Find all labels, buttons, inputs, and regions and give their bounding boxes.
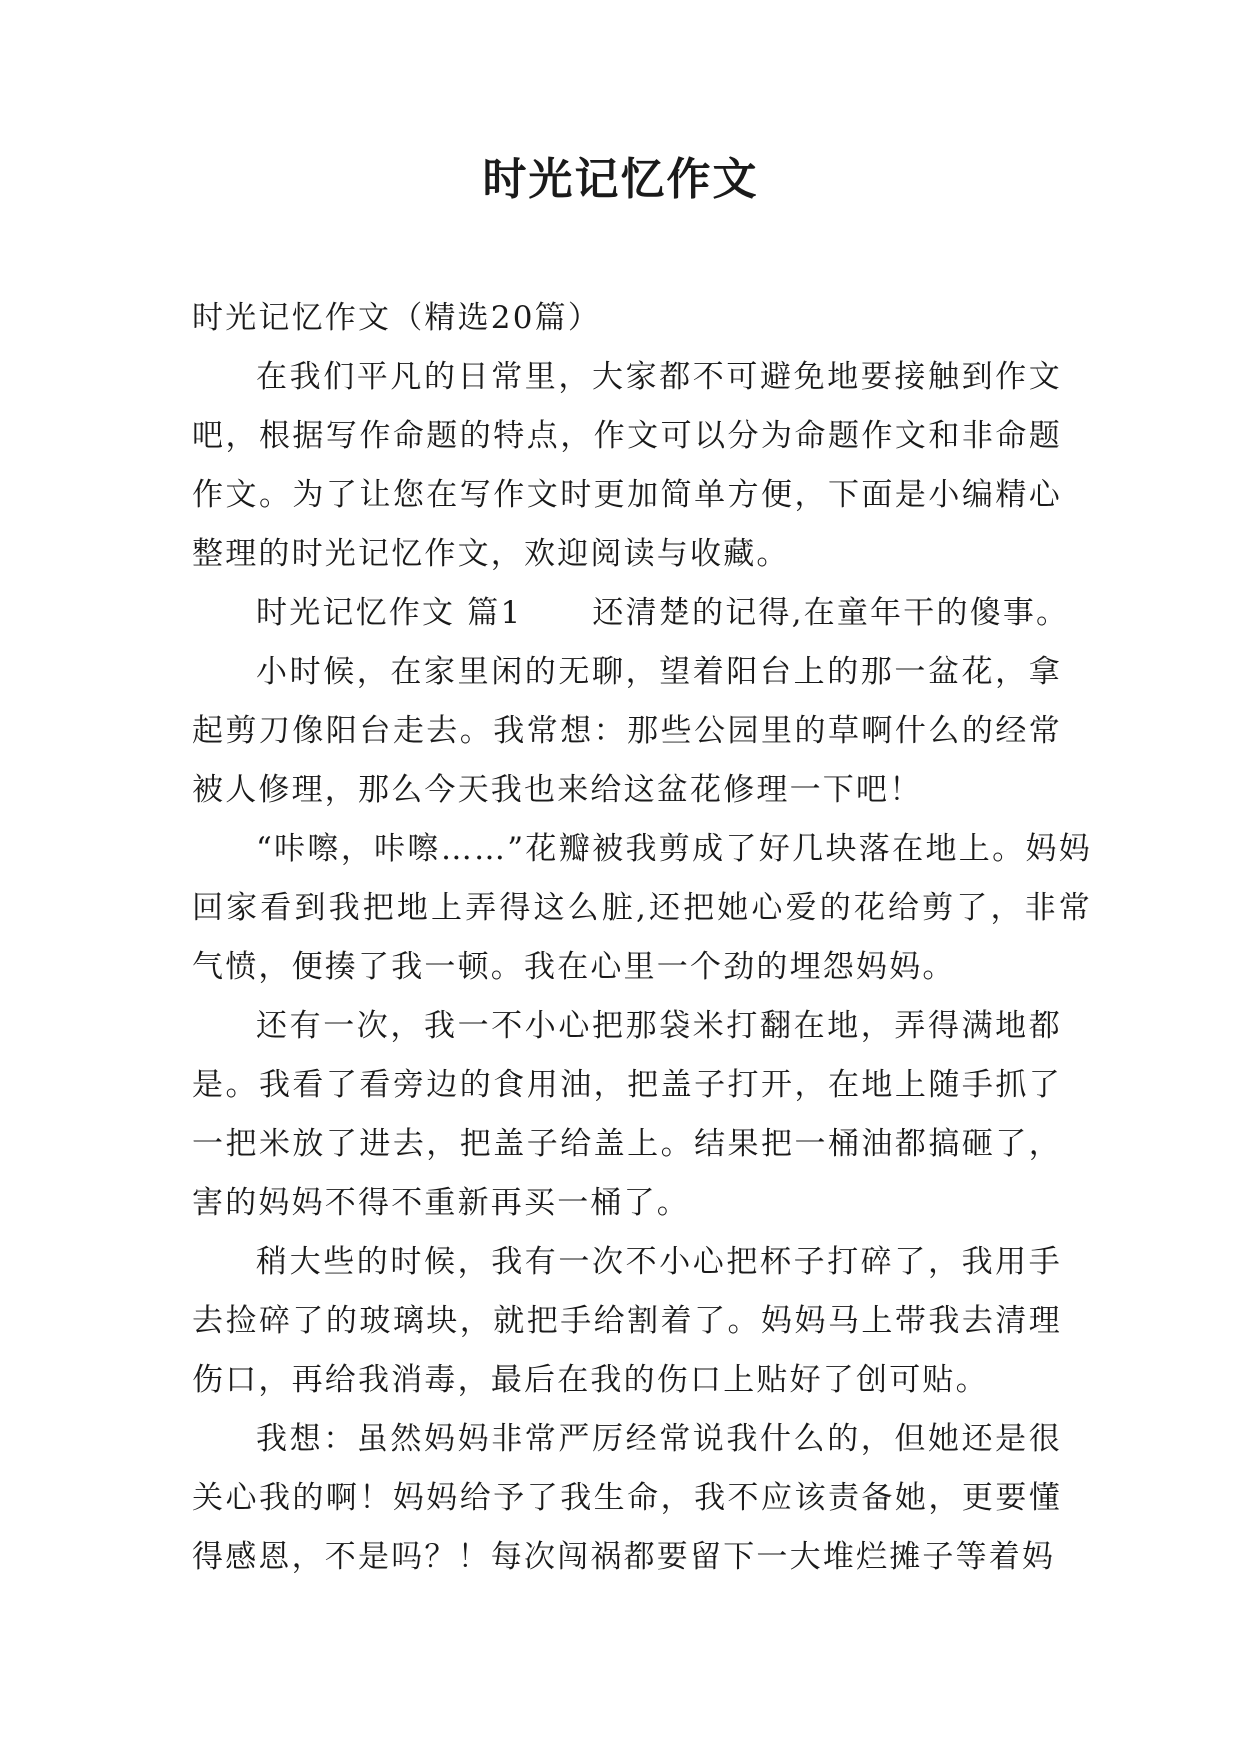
intro-paragraph: 在我们平凡的日常里，大家都不可避免地要接触到作文吧，根据写作命题的特点，作文可以分为命题作文和非命题作文。为了让您在写作文时更加简单方便，下面是小编精心整理的时光记忆作文，欢迎阅读与收藏。 — [192, 359, 1062, 572]
body-paragraph: 稍大些的时候，我有一次不小心把杯子打碎了，我用手去捡碎了的玻璃块，就把手给割着了。妈妈马上带我去清理伤口，再给我消毒，最后在我的伤口上贴好了创可贴。 — [192, 1244, 1062, 1398]
chapter-first-line: 还清楚的记得,在童年干的傻事。 — [592, 595, 1070, 631]
document-title: 时光记忆作文 — [482, 154, 759, 205]
body-paragraph: 小时候，在家里闲的无聊，望着阳台上的那一盆花，拿起剪刀像阳台走去。我常想：那些公园里的草啊什么的经常被人修理，那么今天我也来给这盆花修理一下吧！ — [192, 654, 1062, 808]
chapter-heading-line — [192, 584, 1070, 643]
document-subtitle: 时光记忆作文（精选20篇） — [192, 300, 602, 336]
chapter-heading: 时光记忆作文 篇1 — [256, 595, 523, 631]
body-paragraph: “咔嚓，咔嚓……”花瓣被我剪成了好几块落在地上。妈妈回家看到我把地上弄得这么脏,还把她心爱的花给剪了，非常气愤，便揍了我一顿。我在心里一个劲的埋怨妈妈。 — [192, 831, 1092, 985]
body-paragraph: 我想：虽然妈妈非常严厉经常说我什么的，但她还是很关心我的啊！妈妈给予了我生命，我不应该责备她，更要懂得感恩，不是吗？！每次闯祸都要留下一大堆烂摊子等着妈 — [192, 1421, 1062, 1575]
document-body — [192, 289, 1092, 1587]
body-paragraph: 还有一次，我一不小心把那袋米打翻在地，弄得满地都是。我看了看旁边的食用油，把盖子打开，在地上随手抓了一把米放了进去，把盖子给盖上。结果把一桶油都搞砸了，害的妈妈不得不重新再买一桶了。 — [192, 1008, 1062, 1221]
